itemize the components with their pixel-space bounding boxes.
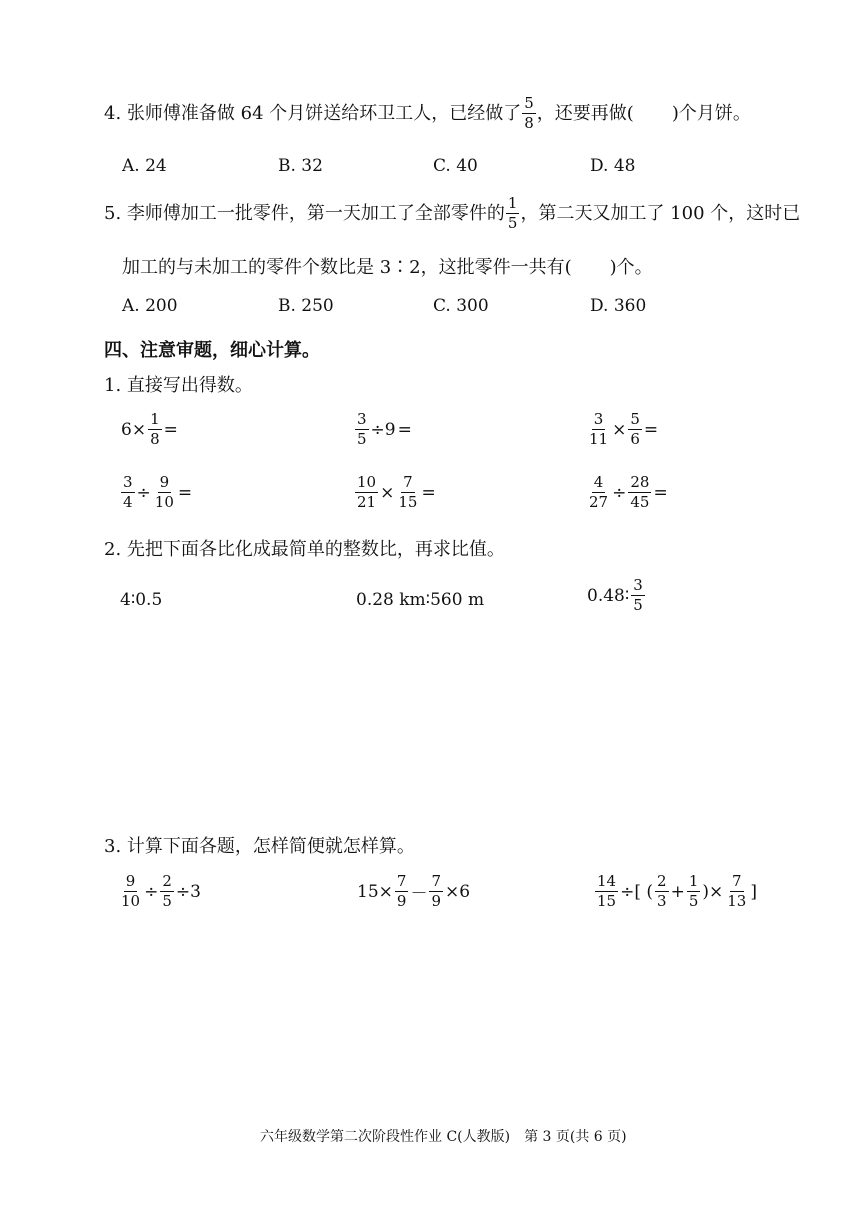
q4-text-b: ，还要再做( [536,102,634,124]
equals-sign: = [177,482,193,503]
numerator: 7 [396,872,407,890]
p1-item-6-frac-b [628,475,651,510]
p3-expr-2 [356,874,471,909]
denominator: 45 [630,493,650,511]
operator: ÷9 [370,419,396,440]
operator: × [380,482,395,503]
q5-line2-a: 加工的与未加工的零件个数比是 3∶2，这批零件一共有( [122,257,572,278]
q5-text-a: 5. 李师傅加工一批零件，第一天加工了全部零件的 [104,202,505,224]
numerator: 14 [597,872,617,890]
part-3-title: 3. 计算下面各题，怎样简便就怎样算。 [104,836,415,857]
numerator: 10 [357,473,377,491]
numerator: 7 [431,872,441,890]
denominator: 10 [154,493,174,511]
p1-item-5-frac-a [355,475,378,510]
denominator: 6 [630,430,640,448]
equals-sign: = [163,419,178,440]
equals-sign: = [421,482,436,503]
equals-sign: = [643,419,659,440]
q4-option-b[interactable]: B. 32 [278,156,323,176]
p1-item-5 [354,475,437,510]
operator: × [612,419,627,440]
denominator: 13 [727,892,747,910]
operator: － [410,884,428,904]
q4-frac-denominator: 8 [524,114,534,132]
q4-frac-numerator: 5 [524,94,534,112]
operator: ÷ [612,482,627,503]
p2-item-2: 0.28 km∶560 m [356,590,485,610]
p3-e2-frac-a [395,874,409,909]
numerator: 9 [159,473,170,491]
denominator: 5 [162,892,172,910]
q5-frac-numerator: 1 [507,194,518,212]
p1-item-4 [120,475,193,510]
p2-item-1: 4∶0.5 [120,590,163,610]
q4-option-a[interactable]: A. 24 [122,156,167,176]
numerator: 9 [125,872,136,890]
denominator: 4 [123,493,133,511]
denominator: 3 [657,892,667,910]
p3-e3-frac-0 [595,874,618,909]
operator: )× [702,881,724,902]
numerator: 7 [403,473,413,491]
q5-option-d[interactable]: D. 360 [590,296,647,316]
section-4-heading: 四、注意审题，细心计算。 [104,340,320,361]
equals-sign: = [397,419,412,440]
p1-item-1-frac [148,412,162,447]
operator: + [670,881,685,902]
operator: ÷3 [175,881,201,902]
denominator: 5 [633,596,643,614]
p1-item-2-frac [355,412,369,447]
p3-expr-1 [118,874,202,909]
q5-option-a[interactable]: A. 200 [122,296,178,316]
denominator: 5 [688,892,699,910]
part-1-title: 1. 直接写出得数。 [104,375,253,396]
q5-option-c[interactable]: C. 300 [433,296,489,316]
q4-text-c: )个月饼。 [671,102,751,124]
question-5 [104,196,800,231]
operator: ÷ [136,482,151,503]
question-5-line2 [122,255,653,281]
p2-item-3-frac [631,578,645,613]
numerator: 1 [150,410,160,428]
numerator: 1 [688,872,699,890]
p1-item-3-frac-a [587,412,610,447]
p1-item-6 [586,475,669,510]
q4-fraction [522,96,536,131]
p1-item-4-frac-b [153,475,176,510]
part-2-title: 2. 先把下面各比化成最简单的整数比，再求比值。 [104,539,505,560]
q4-text-a: 4. 张师傅准备做 64 个月饼送给环卫工人，已经做了 [104,102,522,124]
denominator: 9 [396,892,407,910]
p1-item-2 [354,412,413,447]
denominator: 15 [398,493,418,511]
numerator: 3 [633,576,643,594]
numerator: 28 [630,473,650,491]
page-footer: 六年级数学第二次阶段性作业 C(人教版) 第 3 页(共 6 页) [260,1129,627,1145]
numerator: 3 [357,410,367,428]
q4-option-c[interactable]: C. 40 [433,156,478,176]
numerator: 5 [630,410,640,428]
denominator: 15 [597,892,617,910]
denominator: 27 [589,493,609,511]
q5-text-b: ，第二天又加工了 100 个，这时已 [520,202,801,224]
p1-item-1-lead: 6× [121,419,147,440]
closing-bracket: ] [750,881,757,902]
numerator: 7 [732,872,742,890]
p3-e3-frac-c [725,874,748,909]
question-4 [104,96,751,131]
equals-sign: = [653,482,668,503]
q5-line2-b: )个。 [609,257,653,278]
numerator: 3 [123,473,133,491]
p1-item-3-frac-b [628,412,642,447]
p3-e3-frac-a [655,874,669,909]
q4-option-d[interactable]: D. 48 [590,156,636,176]
operator: ÷[ ( [620,881,654,902]
p1-item-6-frac-a [587,475,610,510]
q5-option-b[interactable]: B. 250 [278,296,334,316]
p3-e1-frac-a [119,874,142,909]
denominator: 21 [357,493,377,511]
p3-e2-frac-b [429,874,443,909]
numerator: 2 [162,872,172,890]
q5-frac-denominator: 5 [507,214,518,232]
numerator: 3 [593,410,604,428]
operator: ×6 [444,881,471,902]
operator: ÷ [144,881,159,902]
p3-e2-lead: 15× [357,881,393,902]
p3-expr-3 [594,874,758,909]
p1-item-4-frac-a [121,475,135,510]
p1-item-3 [586,412,659,447]
q5-fraction [506,196,520,231]
denominator: 9 [431,892,441,910]
denominator: 5 [357,430,367,448]
numerator: 2 [657,872,667,890]
denominator: 8 [150,430,160,448]
p1-item-1 [120,412,179,447]
p2-item-3 [586,578,646,613]
p2-item-3-lead: 0.48∶ [587,585,630,606]
numerator: 4 [593,473,604,491]
denominator: 11 [589,430,609,448]
p3-e3-frac-b [687,874,701,909]
denominator: 10 [121,892,141,910]
p1-item-5-frac-b [396,475,419,510]
p3-e1-frac-b [160,874,174,909]
